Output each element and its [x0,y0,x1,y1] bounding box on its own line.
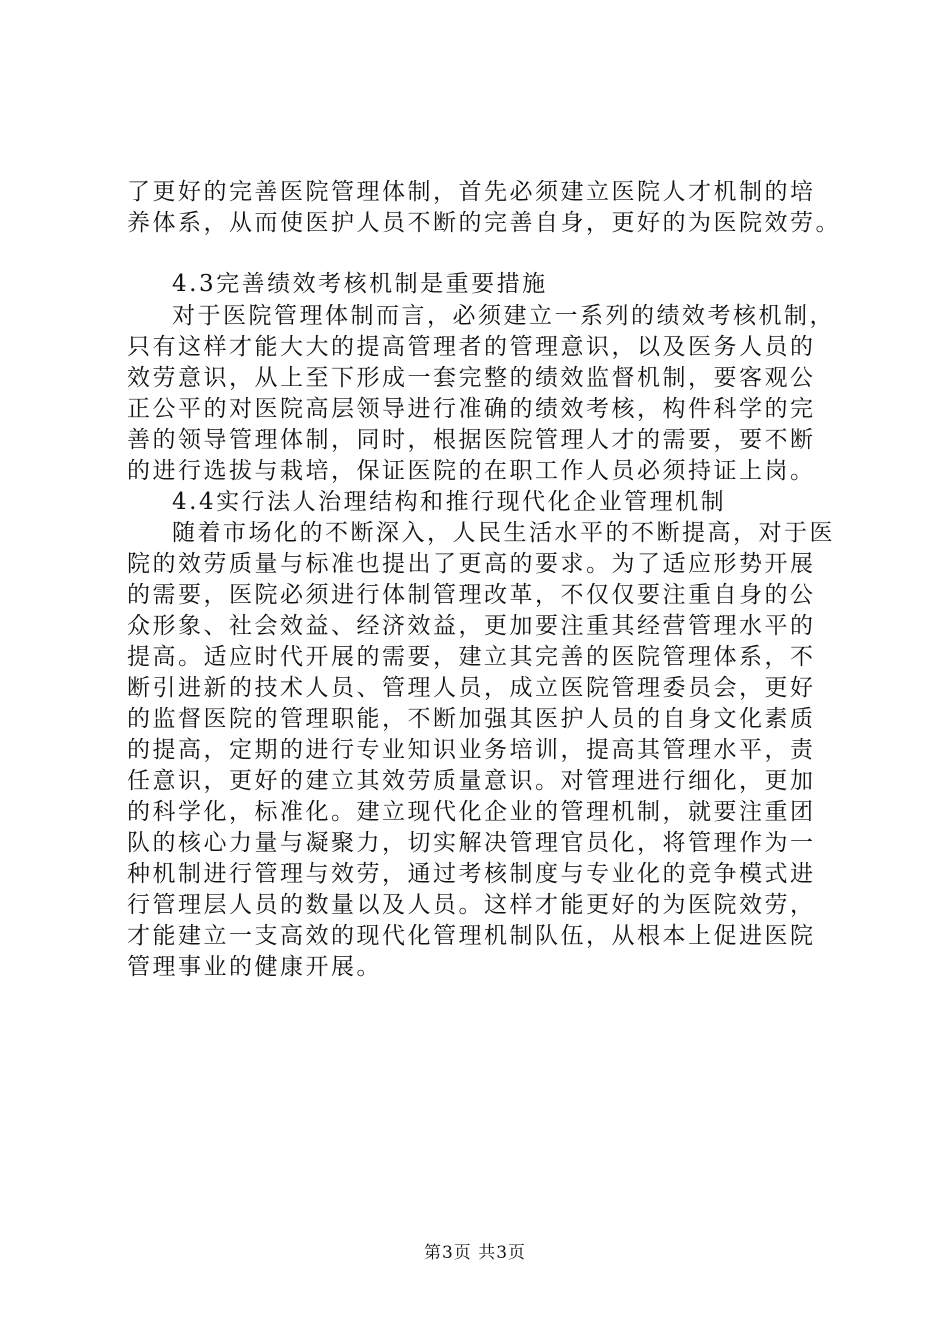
paragraph-line: 只有这样才能大大的提高管理者的管理意识，以及医务人员的 [127,334,816,360]
paragraph-line: 随着市场化的不断深入，人民生活水平的不断提高，对于医 [172,520,835,546]
section-heading-4-3: 4.3完善绩效考核机制是重要措施 [172,271,548,297]
paragraph-line: 的需要，医院必须进行体制管理改革，不仅仅要注重自身的公 [127,582,816,608]
paragraph-line: 任意识，更好的建立其效劳质量意识。对管理进行细化，更加 [127,768,816,794]
paragraph-line: 了更好的完善医院管理体制，首先必须建立医院人才机制的培 [127,179,816,205]
paragraph-line: 的监督医院的管理职能，不断加强其医护人员的自身文化素质 [127,706,816,732]
page-number-footer: 第3页 共3页 [423,1243,527,1263]
paragraph-line: 才能建立一支高效的现代化管理机制队伍，从根本上促进医院 [127,923,816,949]
paragraph-line: 院的效劳质量与标准也提出了更高的要求。为了适应形势开展 [127,551,816,577]
paragraph-line: 的提高，定期的进行专业知识业务培训，提高其管理水平，责 [127,737,816,763]
section-heading-4-4: 4.4实行法人治理结构和推行现代化企业管理机制 [172,489,727,515]
paragraph-line: 队的核心力量与凝聚力，切实解决管理官员化，将管理作为一 [127,830,816,856]
paragraph-line: 正公平的对医院高层领导进行准确的绩效考核，构件科学的完 [127,396,816,422]
paragraph-line: 的科学化，标准化。建立现代化企业的管理机制，就要注重团 [127,799,816,825]
paragraph-line: 众形象、社会效益、经济效益，更加要注重其经营管理水平的 [127,613,816,639]
paragraph-line: 提高。适应时代开展的需要，建立其完善的医院管理体系，不 [127,644,816,670]
paragraph-line: 效劳意识，从上至下形成一套完整的绩效监督机制，要客观公 [127,365,816,391]
paragraph-line: 养体系，从而使医护人员不断的完善自身，更好的为医院效劳。 [127,210,841,236]
paragraph-line: 的进行选拔与栽培，保证医院的在职工作人员必须持证上岗。 [127,458,816,484]
paragraph-line: 种机制进行管理与效劳，通过考核制度与专业化的竞争模式进 [127,861,816,887]
paragraph-line: 行管理层人员的数量以及人员。这样才能更好的为医院效劳， [127,892,816,918]
paragraph-line: 对于医院管理体制而言，必须建立一系列的绩效考核机制， [172,303,835,329]
paragraph-line: 管理事业的健康开展。 [127,954,382,980]
paragraph-line: 断引进新的技术人员、管理人员，成立医院管理委员会，更好 [127,675,816,701]
paragraph-line: 善的领导管理体制，同时，根据医院管理人才的需要，要不断 [127,427,816,453]
